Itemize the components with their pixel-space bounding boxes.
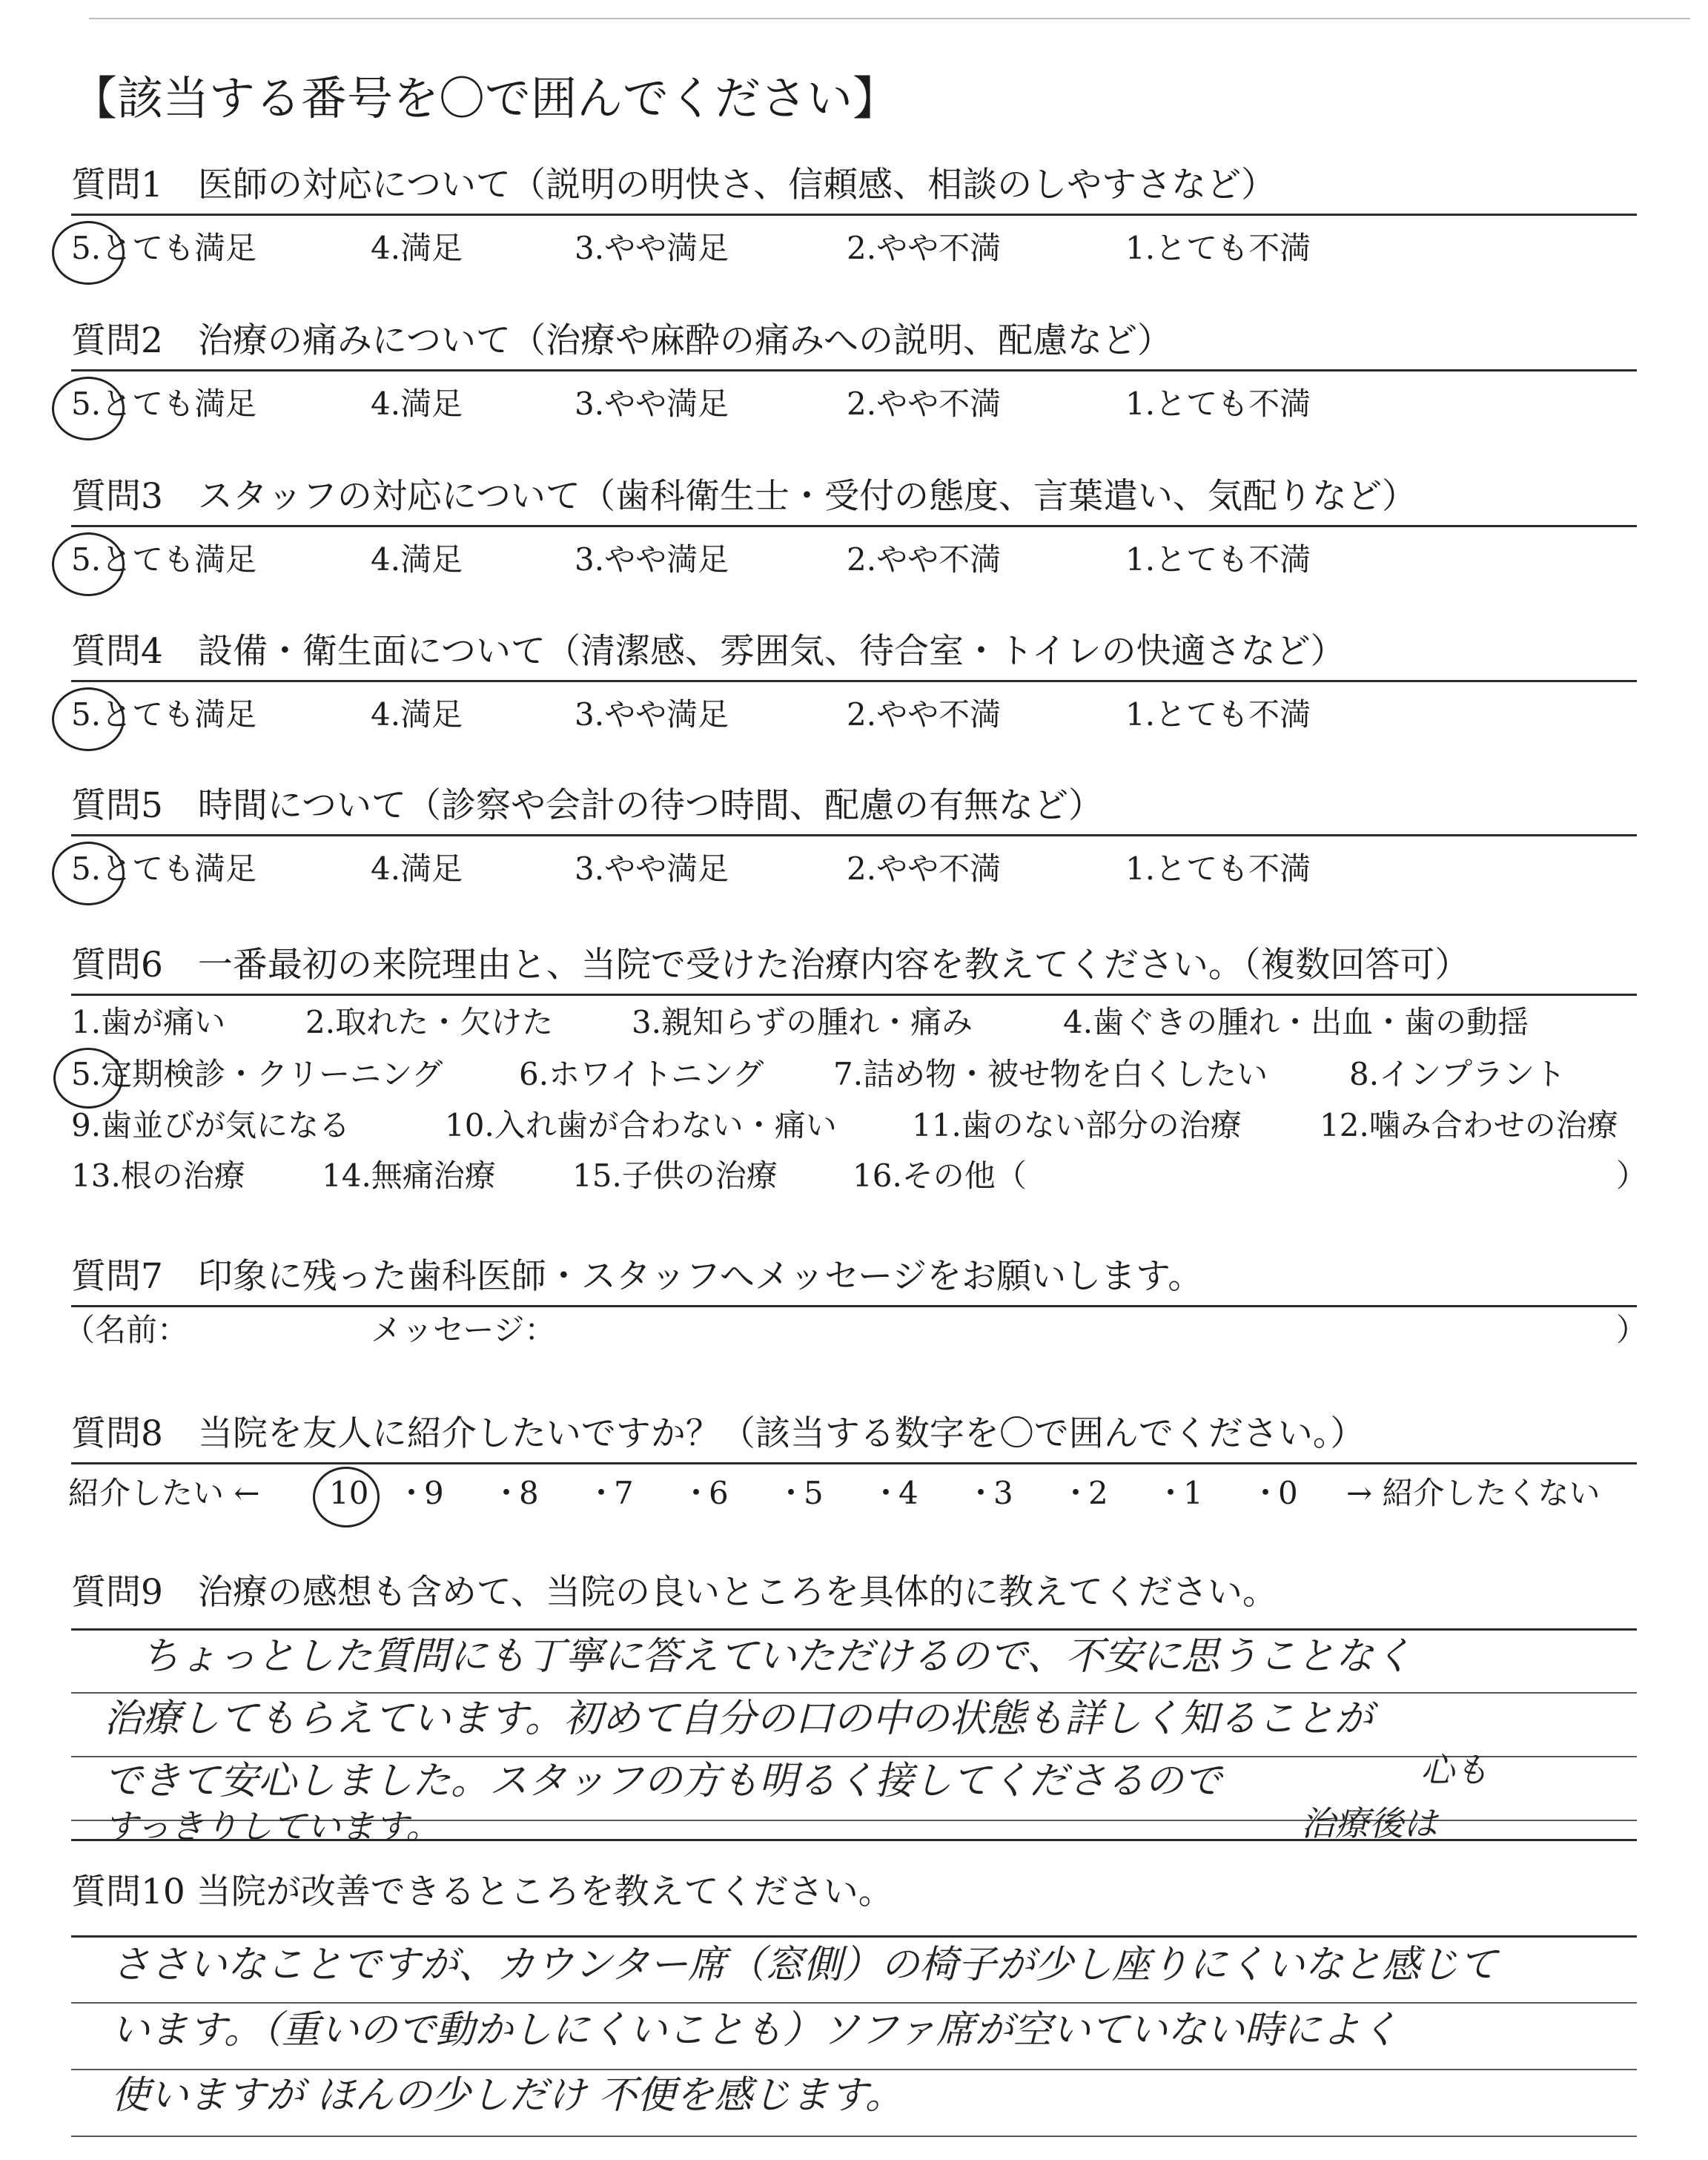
q9-answer-line-2: 治療してもらえています。初めて自分の口の中の状態も詳しく知ることが bbox=[104, 1697, 1373, 1741]
q8-scale-10[interactable]: 10 bbox=[329, 1475, 369, 1511]
q10-line-1 bbox=[71, 2002, 1637, 2004]
q2-rule bbox=[71, 369, 1637, 371]
q8-rule bbox=[71, 1462, 1637, 1464]
top-edge-line bbox=[89, 18, 1690, 19]
q6-option-12[interactable]: 12.噛み合わせの治療 bbox=[1320, 1107, 1618, 1143]
q8-scale-separator: ・ bbox=[1250, 1475, 1282, 1511]
q1-option-4[interactable]: 4.満足 bbox=[371, 230, 463, 266]
q7-close-paren: ） bbox=[1616, 1312, 1648, 1348]
q8-scale-separator: ・ bbox=[775, 1475, 807, 1511]
q3-option-2[interactable]: 2.やや不満 bbox=[847, 541, 1002, 578]
q3-option-1[interactable]: 1.とても不満 bbox=[1125, 541, 1311, 578]
q8-scale-separator: ・ bbox=[1060, 1475, 1092, 1511]
q9-line-2 bbox=[71, 1756, 1637, 1757]
q1-option-3[interactable]: 3.やや満足 bbox=[575, 230, 729, 266]
q8-scale-9[interactable]: 9 bbox=[424, 1475, 444, 1511]
q6-option-9[interactable]: 9.歯並びが気になる bbox=[71, 1107, 351, 1143]
q5-selected-circle[interactable] bbox=[52, 842, 125, 905]
q1-option-5[interactable]: 5.とても満足 bbox=[71, 230, 257, 266]
q10-line-3 bbox=[71, 2136, 1637, 2137]
q8-scale-6[interactable]: 6 bbox=[709, 1475, 729, 1511]
q9-answer-insert-upper: 心も bbox=[1420, 1750, 1489, 1790]
q10-line-2 bbox=[71, 2069, 1637, 2070]
q5-option-1[interactable]: 1.とても不満 bbox=[1125, 851, 1311, 887]
q1-heading: 質問1 医師の対応について（説明の明快さ、信頼感、相談のしやすさなど） bbox=[71, 165, 1277, 205]
q9-answer-line-4: すっきりしています。 bbox=[104, 1806, 440, 1846]
q6-rule bbox=[71, 994, 1637, 996]
q7-heading: 質問7 印象に残った歯科医師・スタッフへメッセージをお願いします。 bbox=[71, 1256, 1203, 1297]
q1-rule bbox=[71, 214, 1637, 216]
q10-answer-line-2: います。（重いので動かしにくいことも）ソファ席が空いていない時によく bbox=[111, 2008, 1399, 2052]
q8-right-label: → 紹介したくない bbox=[1346, 1475, 1601, 1511]
q9-heading: 質問9 治療の感想も含めて、当院の良いところを具体的に教えてください。 bbox=[71, 1572, 1277, 1613]
q3-option-5[interactable]: 5.とても満足 bbox=[71, 541, 257, 578]
q6-option-16[interactable]: 16.その他（ bbox=[853, 1157, 1027, 1194]
form-title: 【該当する番号を〇で囲んでください】 bbox=[71, 71, 899, 125]
q4-selected-circle[interactable] bbox=[52, 687, 125, 751]
q8-scale-1[interactable]: 1 bbox=[1183, 1475, 1203, 1511]
q8-heading: 質問8 当院を友人に紹介したいですか？（該当する数字を〇で囲んでください。） bbox=[71, 1413, 1366, 1454]
q6-option-14[interactable]: 14.無痛治療 bbox=[322, 1157, 496, 1194]
q6-option-6[interactable]: 6.ホワイトニング bbox=[519, 1056, 764, 1092]
q2-option-4[interactable]: 4.満足 bbox=[371, 386, 463, 422]
q7-name-label: （名前： bbox=[64, 1312, 189, 1348]
q6-option-8[interactable]: 8.インプラント bbox=[1349, 1056, 1566, 1092]
q8-scale-4[interactable]: 4 bbox=[898, 1475, 918, 1511]
q10-heading: 質問10 当院が改善できるところを教えてください。 bbox=[71, 1872, 893, 1912]
q1-selected-circle[interactable] bbox=[52, 221, 125, 285]
q9-line-1 bbox=[71, 1692, 1637, 1694]
q10-rule bbox=[71, 1935, 1637, 1938]
q8-scale-2[interactable]: 2 bbox=[1088, 1475, 1108, 1511]
q8-scale-separator: ・ bbox=[396, 1475, 428, 1511]
q5-option-2[interactable]: 2.やや不満 bbox=[847, 851, 1002, 887]
q8-scale-separator: ・ bbox=[681, 1475, 712, 1511]
q4-option-4[interactable]: 4.満足 bbox=[371, 696, 463, 733]
q5-heading: 質問5 時間について（診察や会計の待つ時間、配慮の有無など） bbox=[71, 785, 1103, 826]
q8-left-label: 紹介したい ← bbox=[68, 1475, 260, 1511]
q8-scale-separator: ・ bbox=[586, 1475, 618, 1511]
q8-scale-separator: ・ bbox=[491, 1475, 523, 1511]
q3-option-3[interactable]: 3.やや満足 bbox=[575, 541, 729, 578]
q5-rule bbox=[71, 834, 1637, 836]
q5-option-4[interactable]: 4.満足 bbox=[371, 851, 463, 887]
q8-scale-3[interactable]: 3 bbox=[993, 1475, 1013, 1511]
q4-option-1[interactable]: 1.とても不満 bbox=[1125, 696, 1311, 733]
q2-selected-circle[interactable] bbox=[52, 377, 125, 440]
q7-message-label: メッセージ： bbox=[371, 1312, 556, 1348]
q10-answer-line-1: ささいなことですが、カウンター席（窓側）の椅子が少し座りにくいなと感じて bbox=[111, 1943, 1497, 1987]
q6-option-15[interactable]: 15.子供の治療 bbox=[572, 1157, 778, 1194]
q4-option-2[interactable]: 2.やや不満 bbox=[847, 696, 1002, 733]
q3-heading: 質問3 スタッフの対応について（歯科衛生士・受付の態度、言葉遣い、気配りなど） bbox=[71, 476, 1417, 517]
q1-option-1[interactable]: 1.とても不満 bbox=[1125, 230, 1311, 266]
q8-scale-5[interactable]: 5 bbox=[804, 1475, 824, 1511]
q9-rule bbox=[71, 1628, 1637, 1631]
q6-option-4[interactable]: 4.歯ぐきの腫れ・出血・歯の動揺 bbox=[1063, 1004, 1529, 1040]
q4-rule bbox=[71, 680, 1637, 682]
q1-option-2[interactable]: 2.やや不満 bbox=[847, 230, 1002, 266]
q5-option-3[interactable]: 3.やや満足 bbox=[575, 851, 729, 887]
q6-option-10[interactable]: 10.入れ歯が合わない・痛い bbox=[445, 1107, 837, 1143]
q3-option-4[interactable]: 4.満足 bbox=[371, 541, 463, 578]
q6-option-5[interactable]: 5.定期検診・クリーニング bbox=[71, 1056, 443, 1092]
q7-rule bbox=[71, 1305, 1637, 1307]
q4-heading: 質問4 設備・衛生面について（清潔感、雰囲気、待合室・トイレの快適さなど） bbox=[71, 631, 1345, 672]
q8-scale-separator: ・ bbox=[1155, 1475, 1187, 1511]
q6-option-1[interactable]: 1.歯が痛い bbox=[71, 1004, 226, 1040]
q6-heading: 質問6 一番最初の来院理由と、当院で受けた治療内容を教えてください。（複数回答可） bbox=[71, 945, 1470, 985]
q8-scale-0[interactable]: 0 bbox=[1278, 1475, 1298, 1511]
q3-selected-circle[interactable] bbox=[52, 532, 125, 596]
q6-option-11[interactable]: 11.歯のない部分の治療 bbox=[912, 1107, 1242, 1143]
q9-answer-insert-lower: 治療後は bbox=[1301, 1803, 1437, 1843]
q5-option-5[interactable]: 5.とても満足 bbox=[71, 851, 257, 887]
q9-answer-line-1: ちょっとした質問にも丁寧に答えていただけるので、不安に思うことなく bbox=[141, 1634, 1412, 1679]
q6-option-7[interactable]: 7.詰め物・被せ物を白くしたい bbox=[833, 1056, 1268, 1092]
q9-answer-line-3: できて安心しました。スタッフの方も明るく接してくださるので bbox=[104, 1759, 1222, 1803]
q6-option-2[interactable]: 2.取れた・欠けた bbox=[305, 1004, 554, 1040]
q8-scale-separator: ・ bbox=[965, 1475, 997, 1511]
q6-option-13[interactable]: 13.根の治療 bbox=[71, 1157, 245, 1194]
q8-scale-7[interactable]: 7 bbox=[614, 1475, 634, 1511]
q2-heading: 質問2 治療の痛みについて（治療や麻酔の痛みへの説明、配慮など） bbox=[71, 320, 1173, 361]
q10-answer-line-3: 使いますが ほんの少しだけ 不便を感じます。 bbox=[111, 2073, 904, 2118]
q2-option-3[interactable]: 3.やや満足 bbox=[575, 386, 729, 422]
q2-option-1[interactable]: 1.とても不満 bbox=[1125, 386, 1311, 422]
q3-rule bbox=[71, 525, 1637, 527]
q6-option-3[interactable]: 3.親知らずの腫れ・痛み bbox=[632, 1004, 973, 1040]
q8-scale-8[interactable]: 8 bbox=[519, 1475, 539, 1511]
q6-close-paren: ） bbox=[1616, 1157, 1648, 1194]
q2-option-5[interactable]: 5.とても満足 bbox=[71, 386, 257, 422]
q2-option-2[interactable]: 2.やや不満 bbox=[847, 386, 1002, 422]
q8-scale-separator: ・ bbox=[870, 1475, 902, 1511]
q4-option-5[interactable]: 5.とても満足 bbox=[71, 696, 257, 733]
q4-option-3[interactable]: 3.やや満足 bbox=[575, 696, 729, 733]
